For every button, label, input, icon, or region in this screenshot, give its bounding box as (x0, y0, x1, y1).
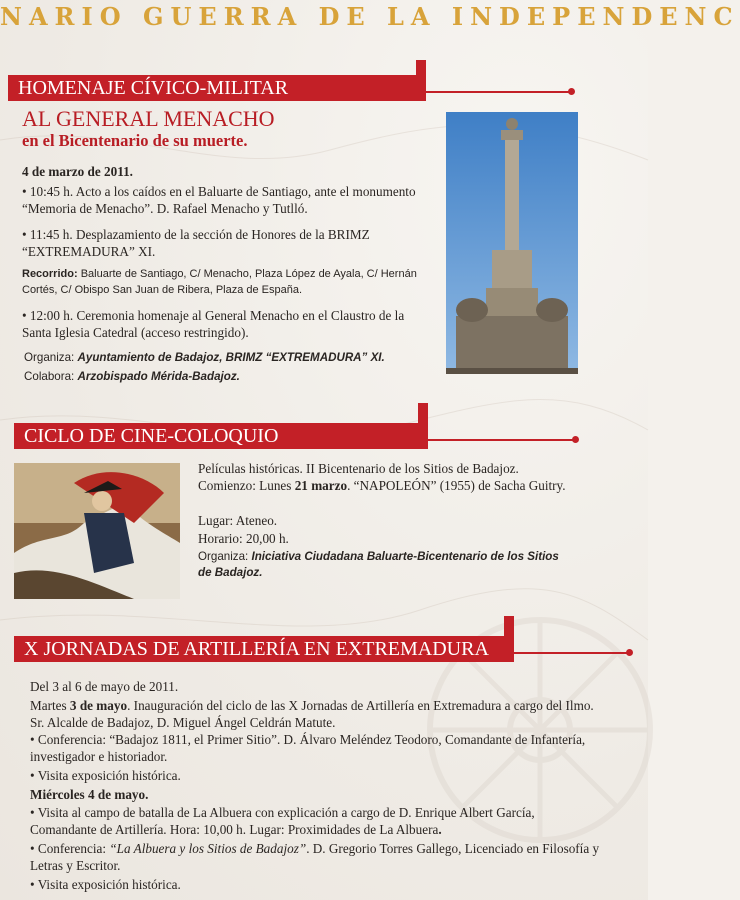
section3-miercoles: Miércoles 4 de mayo. (30, 787, 149, 802)
napoleon-painting (14, 463, 180, 599)
band-line-2 (426, 439, 576, 441)
section1-subtitle: en el Bicentenario de su muerte. (22, 131, 248, 150)
header-title: NARIO GUERRA DE LA INDEPENDENC (0, 2, 740, 31)
section3-conf2: • Conferencia: “La Albuera y los Sitios de Badajoz”. D. Gregorio Torres Gallego, Licenciado en Filosofía y Letras y Escritor. (30, 841, 600, 873)
band-dot-3 (626, 649, 633, 656)
section2-line1: Películas históricas. II Bicentenario de los Sitios de Badajoz. (198, 461, 519, 476)
section1-item3: • 12:00 h. Ceremonia homenaje al General Menacho en el Claustro de la Santa Iglesia Catedral (acceso restringido). (22, 308, 405, 340)
section3-conf1: • Conferencia: “Badajoz 1811, el Primer Sitio”. D. Álvaro Meléndez Teodoro, Comandante de Infantería, investigador e historiador. (30, 732, 586, 764)
section1-title: AL GENERAL MENACHO (22, 106, 275, 131)
section3-visita1: • Visita exposición histórica. (30, 768, 181, 783)
section3-visita2: • Visita exposición histórica. (30, 877, 181, 892)
monument-photo (446, 112, 578, 374)
section2-organiza: Organiza: Iniciativa Ciudadana Baluarte-Bicentenario de los Sitios de Badajoz. (198, 550, 559, 579)
band-tower-1 (416, 60, 426, 101)
section3-visita-campo: • Visita al campo de batalla de La Albuera con explicación a cargo de D. Enrique Albert García, Comandante de Artillería. Hora: 10,00 h. Lugar: Proximidades de La Albuera. (30, 805, 535, 837)
section2-comienzo: Comienzo: Lunes 21 marzo. “NAPOLEÓN” (1955) de Sacha Guitry. (198, 478, 566, 493)
section2-horario: Horario: 20,00 h. (198, 531, 289, 546)
band-line-1 (424, 91, 572, 93)
section3-date: Del 3 al 6 de mayo de 2011. (30, 679, 179, 694)
band-tower-3 (504, 616, 514, 662)
section1-item1: • 10:45 h. Acto a los caídos en el Baluarte de Santiago, ante el monumento “Memoria de Menacho”. D. Rafael Menacho y Tutlló. (22, 184, 416, 216)
section3-band: X JORNADAS DE ARTILLERÍA EN EXTREMADURA (14, 636, 508, 662)
section1-date: 4 de marzo de 2011. (22, 164, 133, 179)
section1-colabora: Colabora: Arzobispado Mérida-Badajoz. (24, 370, 240, 383)
band-dot-2 (572, 436, 579, 443)
section2-band: CICLO DE CINE-COLOQUIO (14, 423, 424, 449)
band-tower-2 (418, 403, 428, 449)
section1-band: HOMENAJE CÍVICO-MILITAR (8, 75, 418, 101)
section2-lugar: Lugar: Ateneo. (198, 513, 278, 528)
band-line-3 (512, 652, 630, 654)
band-dot-1 (568, 88, 575, 95)
section1-recorrido: Recorrido: Baluarte de Santiago, C/ Menacho, Plaza López de Ayala, C/ Hernán Cortés, C/ Obispo San Juan de Ribera, Plaza de España. (22, 268, 417, 296)
section3-martes: Martes 3 de mayo. Inauguración del ciclo de las X Jornadas de Artillería en Extremadura a cargo del Ilmo. Sr. Alcalde de Badajoz, D. Miguel Ángel Celdrán Matute. (30, 698, 594, 730)
section1-organiza: Organiza: Ayuntamiento de Badajoz, BRIMZ “EXTREMADURA” XI. (24, 351, 385, 364)
section1-item2: • 11:45 h. Desplazamiento de la sección de Honores de la BRIMZ “EXTREMADURA” XI. (22, 227, 370, 259)
